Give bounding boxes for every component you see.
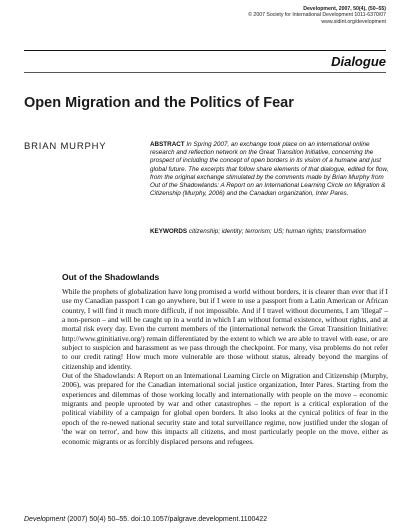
abstract-text: In Spring 2007, an exchange took place on an international online research and reflection network on the Great Transition Initiative, concerning the prospect of including the concept of open borders in its vision of a humane and just global future. The excerpts that follow share elements of that dialogue, edited for flow, from the original exchange stimulated by the comments made by Brian Murphy from Out of the Shadowlands: A Report on an International Learning Circle on Migration & Citizenship (Murphy, 2006) and the Canadian organization, Inter Pares. [150, 141, 389, 198]
website-line: www.sidint.org/development [321, 18, 386, 25]
page-footer [24, 516, 267, 523]
keywords [150, 228, 390, 236]
section-bar [24, 50, 386, 72]
abstract-label: ABSTRACT [150, 141, 185, 148]
paragraph: Out of the Shadowlands: A Report on an International Learning Circle on Migration and Citizenship (Murphy, 2006), was prepared for the Canadian international social justice organization, Inter Pares. Starting from the experiences and dilemmas of those working locally and internationally with people on the move – economic migrants and people uprooted by war and other catastrophes – the report is a critical exploration of the political viability of a campaign for global open borders. It also looks at the cynical politics of fear in the epoch of the re-newed national security state and total surveillance regime, now justified under the slogan of 'the war on terror', and how this impacts all citizens, and most particularly people on the move, either as economic migrants or as forcibly displaced persons and refugees. [62, 371, 388, 446]
section-heading: Out of the Shadowlands [62, 272, 160, 282]
journal-meta [248, 6, 386, 25]
section-divider [24, 72, 386, 73]
paragraph: While the prophets of globalization have long promised a world without borders, it is clearer than ever that if I use my Canadian passport I can go anywhere, but if I were to use a passport from a Latin American or African country, I will find it much more difficult, if not impossible. And if I travel without documents, I am 'illegal' – a non-person – and will be caught up in a world in which I am without formal existence, without rights, and at mortal risk every day. Even the current members of the (international network the Great Transition Initiative: http://www.gtinitiative.org/) remain differentiated by the extent to which we are able to travel with ease, or are subject to suspicion and harassment as we pass through the checkpoint. For many, visa problems do not refer to our credit rating! How much more vulnerable are those without status, already beyond the margins of citizenship and identity. [62, 287, 388, 371]
author-name: BRIAN MURPHY [24, 141, 107, 152]
keywords-text: citizenship; identity; terrorism; US; human rights; transformation [188, 228, 366, 235]
journal-issue-line: Development, 2007, 50(4), (50–55) [303, 6, 386, 12]
keywords-label: KEYWORDS [150, 228, 188, 235]
article-title: Open Migration and the Politics of Fear [24, 95, 294, 111]
footer-journal: Development [24, 516, 66, 523]
footer-citation: (2007) 50(4) 50–55. doi:10.1057/palgrave.development.1100422 [67, 516, 268, 523]
copyright-line: © 2007 Society for International Development 1011-6370/07 [248, 12, 386, 19]
section-label: Dialogue [331, 54, 386, 69]
body-text [62, 287, 388, 446]
abstract [150, 141, 390, 198]
